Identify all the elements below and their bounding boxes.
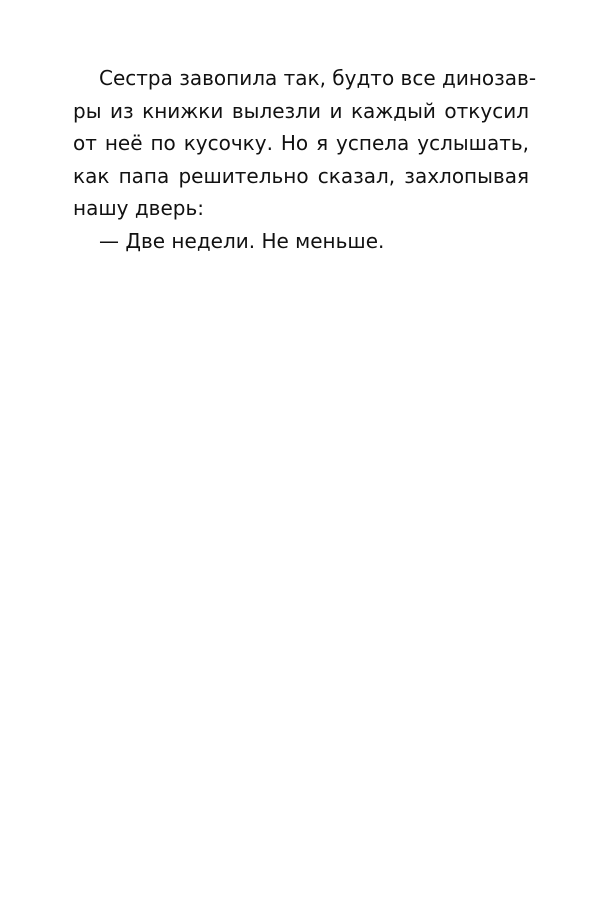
paragraph-line-4: как папа решительно сказал, захлопывая [73, 163, 529, 188]
paragraph-line-3: от неё по кусочку. Но я успела услышать, [73, 131, 529, 155]
dialogue-line: — Две недели. Не меньше. [99, 228, 385, 253]
paragraph-line-2: ры из книжки вылезли и каждый откусил [73, 98, 529, 123]
paragraph-line-5: нашу дверь: [73, 196, 204, 220]
paragraph-line-1: Сестра завопила так, будто все динозав- [99, 66, 537, 90]
text-block [73, 62, 537, 257]
